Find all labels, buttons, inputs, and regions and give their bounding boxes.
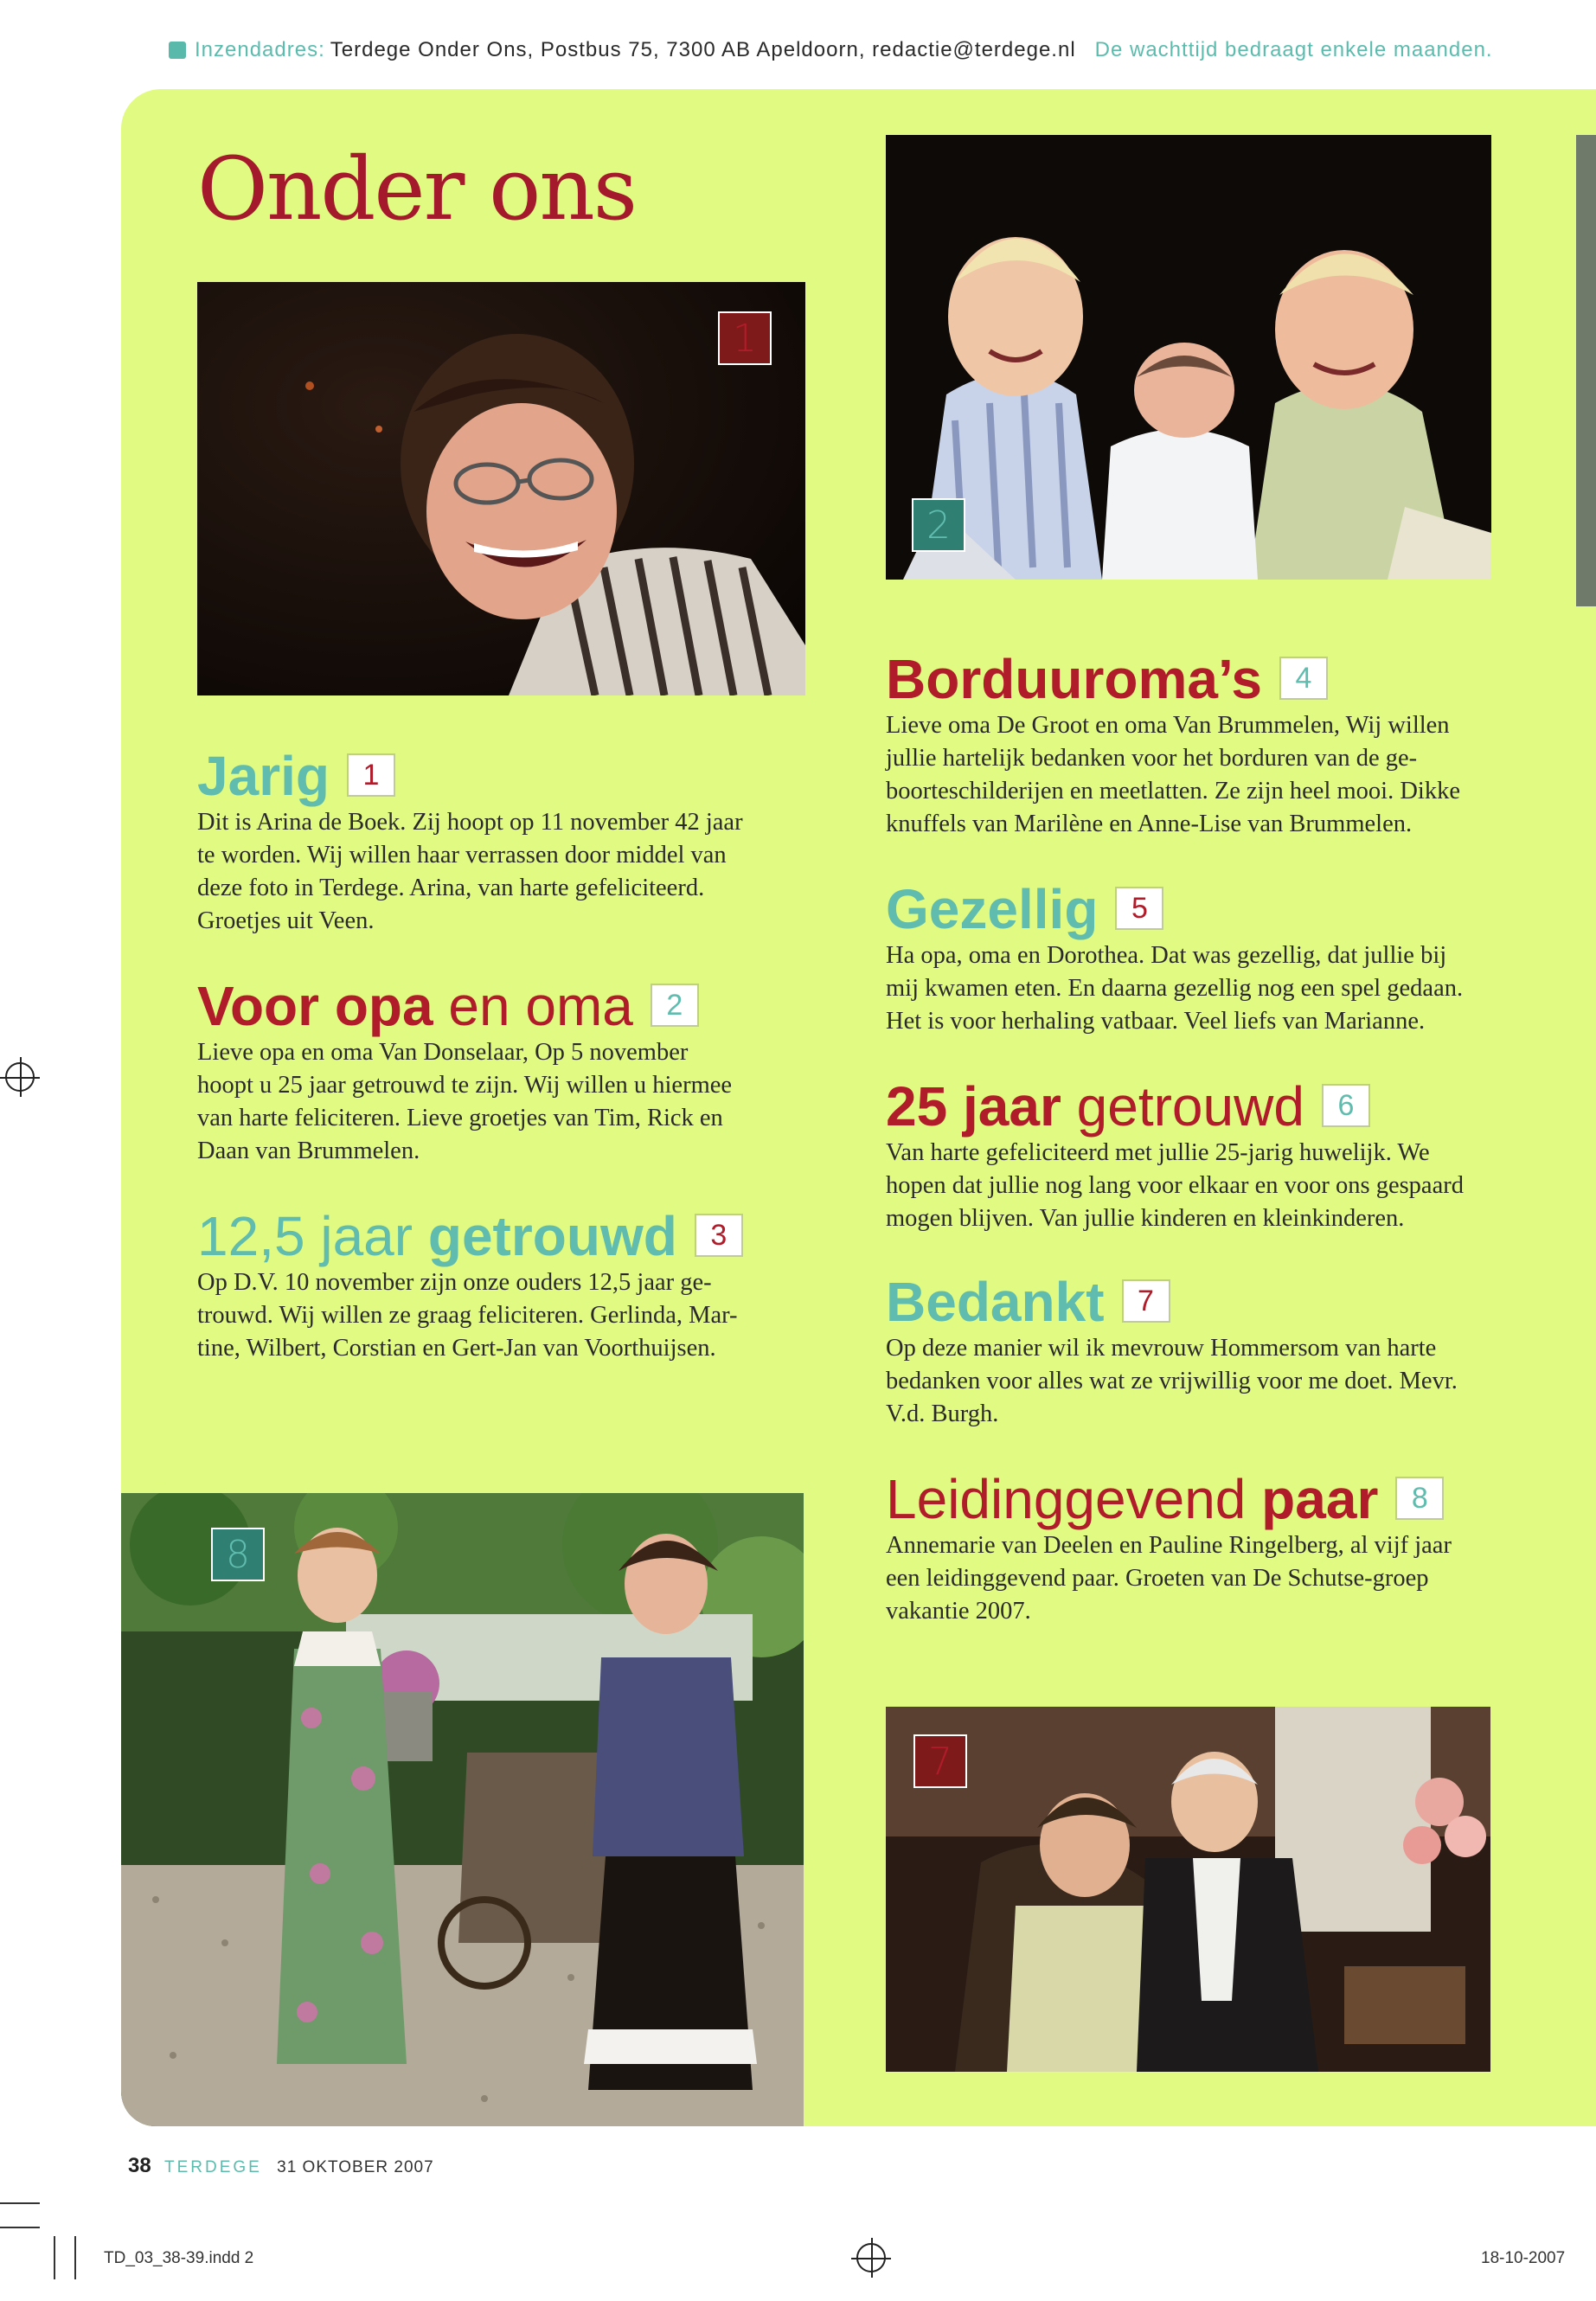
section-number-box: 5 (1115, 887, 1163, 930)
magazine-name: TERDEGE (163, 2158, 262, 2176)
section-bedankt (886, 1272, 1509, 1431)
section-25-jaar-getrouwd (886, 1076, 1509, 1235)
page-title: Onder ons (197, 138, 637, 240)
section-number-box: 2 (651, 984, 699, 1027)
registration-mark-icon (856, 2243, 886, 2272)
heading-light: Leidinggevend (886, 1468, 1247, 1530)
heading-bold: getrouwd (427, 1205, 677, 1267)
section-number-box: 8 (1395, 1477, 1444, 1520)
heading-bold: Jarig (197, 745, 330, 807)
photo-women-illustration (121, 1493, 804, 2126)
section-borduuromas (886, 649, 1509, 841)
slug-print-date: 18-10-2007 (1481, 2249, 1566, 2267)
section-heading (197, 746, 803, 806)
square-bullet-icon (169, 42, 186, 59)
heading-bold: Gezellig (886, 878, 1099, 940)
heading-bold: Bedankt (886, 1271, 1105, 1333)
heading-bold: 25 jaar (886, 1075, 1061, 1138)
section-number-box: 1 (347, 753, 395, 797)
adjacent-page-photo-edge (1576, 135, 1596, 606)
address-text: Terdege Onder Ons, Postbus 75, 7300 AB Apeldoorn, redactie@terdege.nl (330, 38, 1076, 61)
crop-mark (0, 2202, 40, 2204)
photo-children (886, 135, 1491, 580)
photo-couple-illustration (886, 1707, 1490, 2072)
section-text: Lieve opa en oma Van Donselaar, Op 5 november hoopt u 25 jaar getrouwd te zijn. Wij willen u hiermee van harte feliciteren. Lieve groetjes van Tim, Rick en Daan van Brummelen. (197, 1039, 733, 1164)
section-number-box: 6 (1322, 1084, 1370, 1127)
section-text: Annemarie van Deelen en Pauline Ringelberg, al vijf jaar een leidinggevend paar. Groeten van De Schutse-groep vakantie 2007. (886, 1532, 1452, 1625)
slug-filename: TD_03_38-39.indd 2 (104, 2249, 254, 2267)
section-number-box: 4 (1279, 657, 1328, 700)
section-text: Op D.V. 10 november zijn onze ouders 12,5 jaar ge- trouwd. Wij willen ze graag feliciteren. Gerlinda, Mar- tine, Wilbert, Corstian en Gert-Jan van Voorthuijsen. (197, 1269, 738, 1362)
crop-mark (54, 2236, 55, 2279)
page-footer (128, 2154, 434, 2178)
section-text: Van harte gefeliciteerd met jullie 25-jarig huwelijk. We hopen dat jullie nog lang voor elkaar en voor ons gespaard mogen blijven. Van jullie kinderen en kleinkinderen. (886, 1139, 1464, 1232)
section-number-box: 3 (695, 1214, 743, 1257)
section-number-box: 7 (1122, 1279, 1170, 1323)
section-heading (197, 976, 803, 1036)
section-heading (886, 649, 1509, 709)
crop-mark (74, 2236, 76, 2279)
section-text: Dit is Arina de Boek. Zij hoopt op 11 november 42 jaar te worden. Wij willen haar verrassen door middel van deze foto in Terdege. Arina, van harte gefeliciteerd. Groetjes uit Veen. (197, 809, 743, 934)
section-leidinggevend-paar (886, 1469, 1509, 1628)
section-gezellig (886, 879, 1509, 1038)
section-heading (197, 1206, 820, 1266)
heading-bold: paar (1261, 1468, 1379, 1530)
section-text: Lieve oma De Groot en oma Van Brummelen, Wij willen jullie hartelijk bedanken voor het borduren van de ge- boorteschilderijen en meetlatten. Ze zijn heel mooi. Dikke knuffels van Marilène en Anne-Lise van Brummelen. (886, 712, 1460, 837)
issue-date: 31 OKTOBER 2007 (277, 2158, 434, 2176)
photo-number-badge-1: 1 (718, 311, 772, 365)
photo-number-badge-7: 7 (913, 1734, 967, 1788)
photo-arina (197, 282, 805, 695)
section-heading (886, 1469, 1509, 1529)
crop-mark (0, 2227, 40, 2228)
photo-leidinggevend-paar (121, 1493, 804, 2126)
waiting-time-note: De wachttijd bedraagt enkele maanden. (1094, 38, 1493, 61)
heading-light: 12,5 jaar (197, 1205, 413, 1267)
heading-light: en oma (448, 975, 633, 1037)
section-voor-opa-en-oma (197, 976, 803, 1168)
section-heading (886, 1272, 1509, 1332)
photo-arina-illustration (197, 282, 805, 695)
page-number: 38 (128, 2154, 151, 2177)
section-heading (886, 1076, 1509, 1137)
photo-children-illustration (886, 135, 1491, 580)
submission-address-bar (169, 35, 1570, 66)
photo-hommersom (886, 1707, 1490, 2072)
photo-number-badge-2: 2 (912, 498, 965, 552)
photo-number-badge-8: 8 (211, 1528, 265, 1581)
heading-light: getrouwd (1076, 1075, 1304, 1138)
address-label: Inzendadres: (195, 38, 325, 61)
section-text: Op deze manier wil ik mevrouw Hommersom van harte bedanken voor alles wat ze vrijwillig voor me doet. Mevr. V.d. Burgh. (886, 1335, 1458, 1427)
section-heading (886, 879, 1509, 939)
section-12-5-jaar-getrouwd (197, 1206, 820, 1365)
section-text: Ha opa, oma en Dorothea. Dat was gezellig, dat jullie bij mij kwamen eten. En daarna gezellig nog een spel gedaan. Het is voor herhaling vatbaar. Veel liefs van Marianne. (886, 942, 1464, 1035)
registration-mark-icon (5, 1062, 35, 1092)
section-jarig (197, 746, 803, 938)
heading-bold: Borduuroma’s (886, 648, 1262, 710)
heading-bold: Voor opa (197, 975, 433, 1037)
